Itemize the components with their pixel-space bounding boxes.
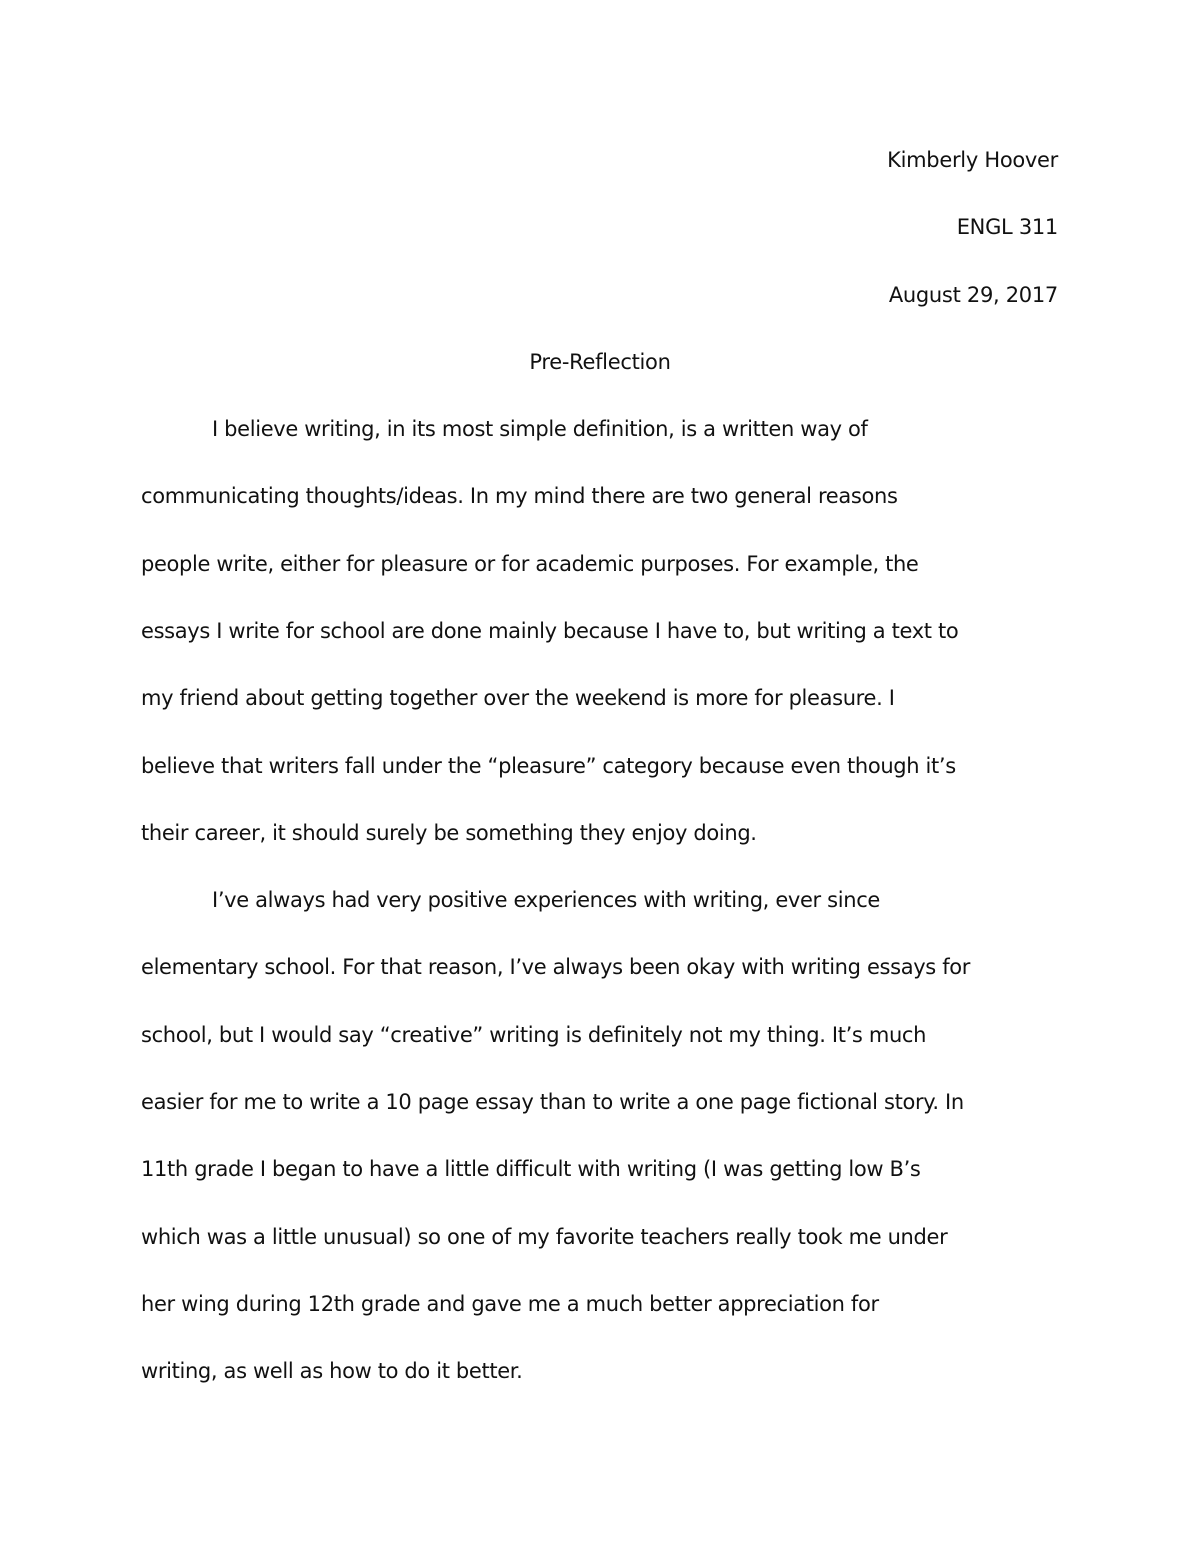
paragraph-line: school, but I would say “creative” writing is definitely not my thing. It’s much (141, 1023, 927, 1047)
author-name: Kimberly Hoover (887, 148, 1058, 172)
paragraph-line: easier for me to write a 10 page essay than to write a one page fictional story. In (141, 1090, 964, 1114)
paragraph-line: my friend about getting together over the weekend is more for pleasure. I (141, 686, 895, 710)
paragraph-line: I believe writing, in its most simple definition, is a written way of (212, 417, 868, 441)
paragraph-line: believe that writers fall under the “pleasure” category because even though it’s (141, 754, 956, 778)
paragraph-line: writing, as well as how to do it better. (141, 1359, 523, 1383)
paragraph-line: 11th grade I began to have a little difficult with writing (I was getting low B’s (141, 1157, 921, 1181)
course-code: ENGL 311 (956, 215, 1058, 239)
paragraph-line: which was a little unusual) so one of my favorite teachers really took me under (141, 1225, 948, 1249)
paragraph-line: people write, either for pleasure or for academic purposes. For example, the (141, 552, 919, 576)
paragraph-line: essays I write for school are done mainly because I have to, but writing a text to (141, 619, 959, 643)
paragraph-line: I’ve always had very positive experiences with writing, ever since (212, 888, 880, 912)
paragraph-line: elementary school. For that reason, I’ve always been okay with writing essays for (141, 955, 971, 979)
document-title: Pre-Reflection (529, 350, 671, 374)
paragraph-line: communicating thoughts/ideas. In my mind there are two general reasons (141, 484, 898, 508)
document-date: August 29, 2017 (888, 283, 1058, 307)
paragraph-line: their career, it should surely be something they enjoy doing. (141, 821, 757, 845)
paragraph-line: her wing during 12th grade and gave me a much better appreciation for (141, 1292, 879, 1316)
